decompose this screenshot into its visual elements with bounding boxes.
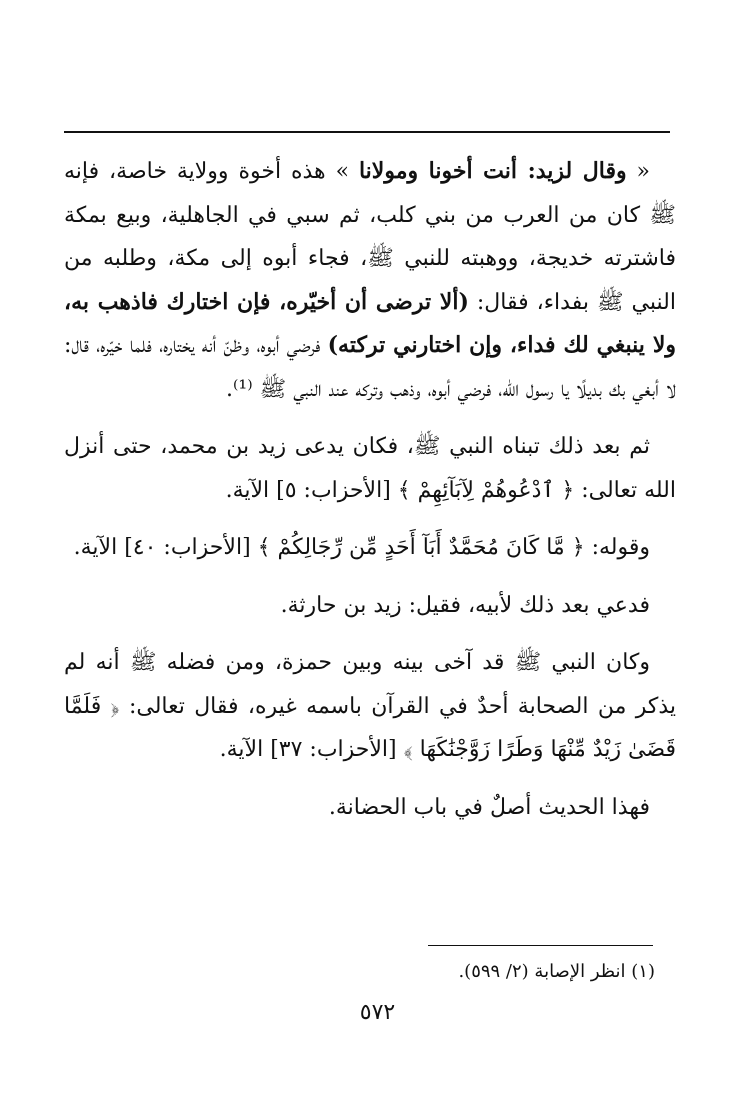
paragraph-1 xyxy=(64,150,676,411)
footnote-rule xyxy=(428,945,653,946)
paragraph-1-seg-4: (ألا ترضى أن أخيّره، فإن اختارك فاذهب به، ولا ينبغي لك فداء، وإن اختارني تركته) xyxy=(64,288,676,358)
paragraph-4: فدعي بعد ذلك لأبيه، فقيل: زيد بن حارثة. xyxy=(280,592,650,618)
footnote: (١) انظر الإصابة (٢/ ٥٩٩). xyxy=(458,961,655,982)
paragraph-3: وقوله: ﴿ مَّا كَانَ مُحَمَّدٌ أَبَآ أَحَدٍ مِّن رِّجَالِكُمْ ﴾ [الأحزاب: ٤٠] الآية. xyxy=(73,535,650,560)
paragraph-1-seg-5: فرضي أبوه، وظنّ أنه يختاره، فلما خيّره، قال: لا أبغي بك بديلًا يا رسول الله، فرضي أبوه، وذهب وتركه عند النبي ﷺ ⁽¹⁾. xyxy=(64,333,676,402)
paragraph-1-seg-2: وقال لزيد: أنت أخونا ومولانا xyxy=(358,158,627,184)
paragraph-5: وكان النبي ﷺ قد آخى بينه وبين حمزة، ومن فضله ﷺ أنه لم يذكر من الصحابة أحدٌ في القرآن باسمه غيره، فقال تعالى: ﴿ فَلَمَّا قَضَىٰ زَيْدٌ مِّنْهَا وَطَرًا زَوَّجْنَٰكَهَا ﴾ [الأحزاب: ٣٧] الآية. xyxy=(64,650,676,762)
page-number: ٥٧٢ xyxy=(359,1000,396,1025)
top-rule xyxy=(64,131,670,133)
paragraph-2: ثم بعد ذلك تبناه النبي ﷺ، فكان يدعى زيد بن محمد، حتى أنزل الله تعالى: ﴿ ٱدْعُوهُمْ لِآبَآئِهِمْ ﴾ [الأحزاب: ٥] الآية. xyxy=(64,434,676,503)
body-text xyxy=(64,150,676,829)
paragraph-1-seg-1: « xyxy=(626,159,650,184)
paragraph-1-seg-3: » هذه أخوة وولاية خاصة، فإنه ﷺ كان من العرب من بني كلب، ثم سبي في الجاهلية، وبيع بمكة فاشترته خديجة، ووهبته للنبي ﷺ، فجاء أبوه إلى مكة، وطلبه من النبي ﷺ بفداء، فقال: xyxy=(64,159,676,315)
paragraph-6: فهذا الحديث أصلٌ في باب الحضانة. xyxy=(328,794,650,820)
